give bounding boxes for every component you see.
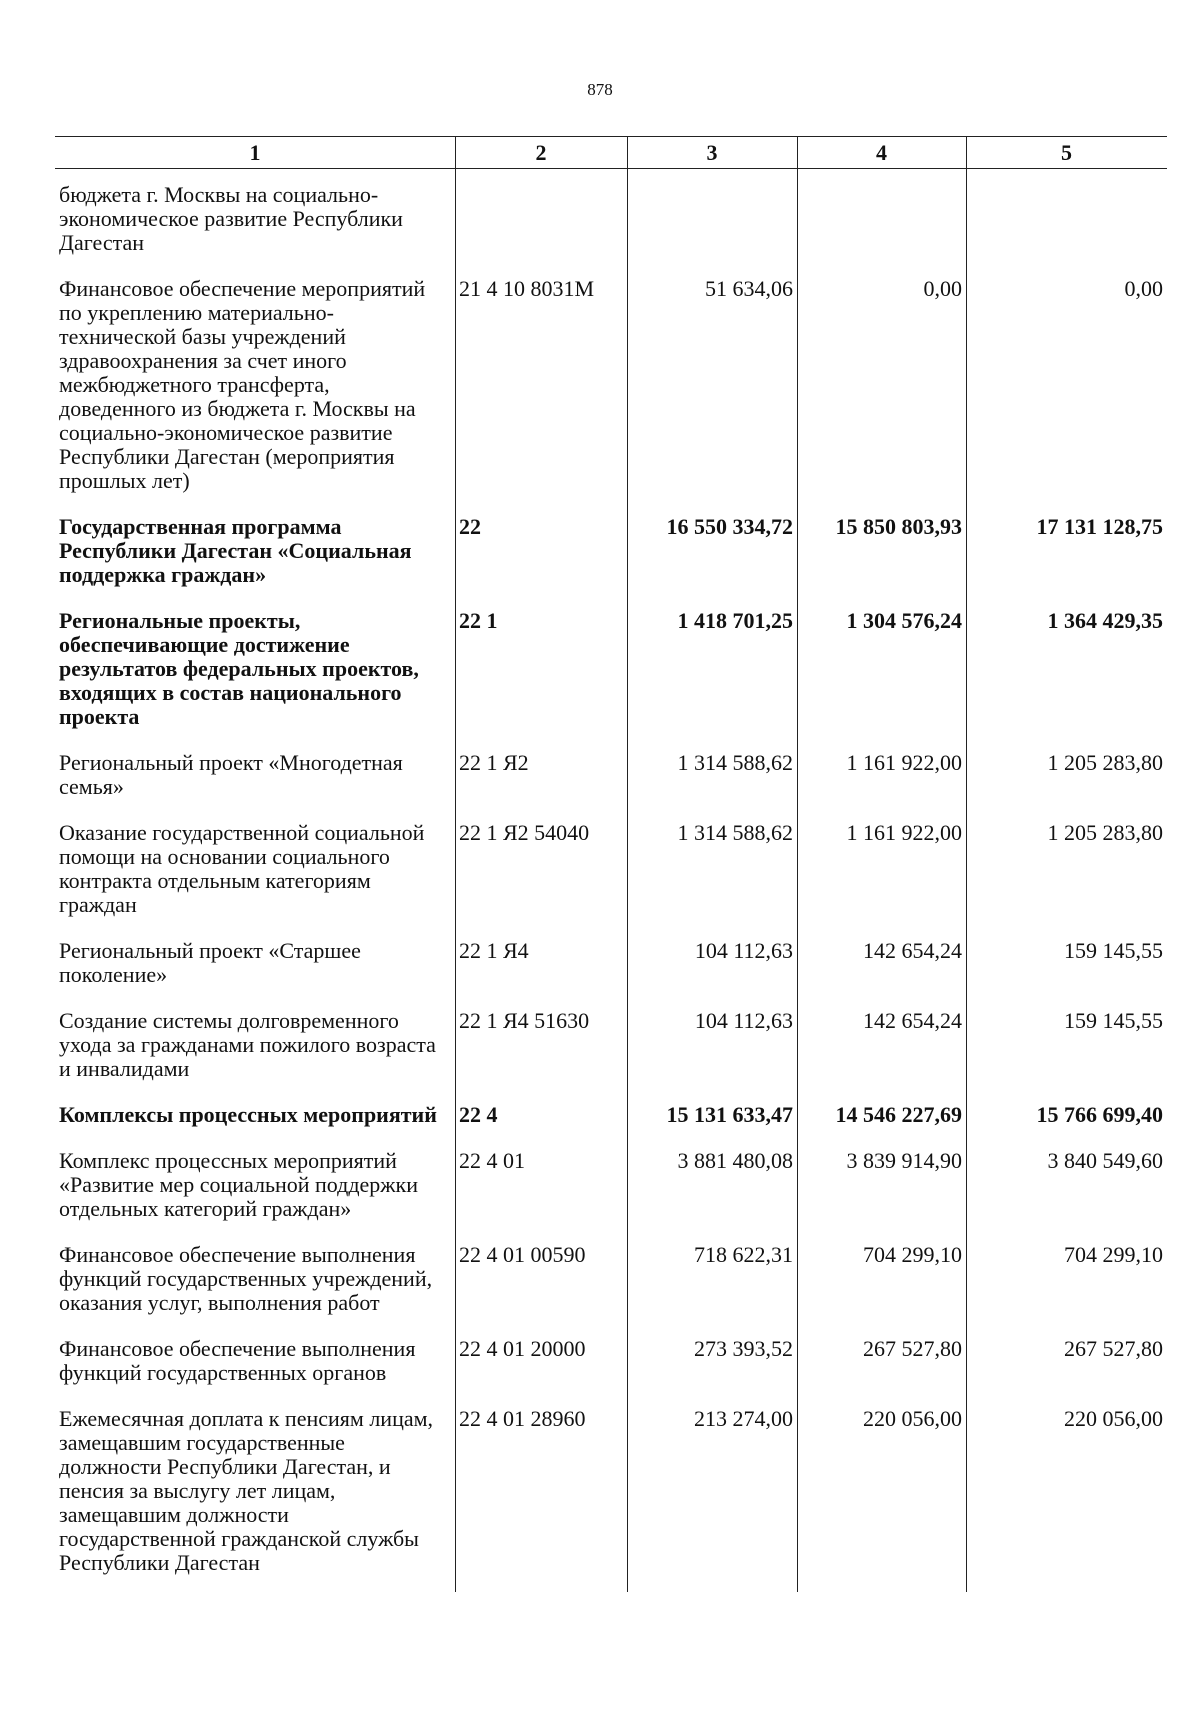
row-code-cell: 22 1 Я2 bbox=[459, 750, 529, 775]
column-header: 2 bbox=[455, 137, 627, 169]
row-code-cell: 22 4 bbox=[459, 1102, 498, 1127]
row-value-col5-cell: 267 527,80 bbox=[1064, 1336, 1163, 1361]
row-name-cell: Государственная программа Республики Дагестан «Социальная поддержка граждан» bbox=[59, 514, 412, 587]
row-value-col4-cell: 142 654,24 bbox=[863, 1008, 962, 1033]
row-name-cell: Региональный проект «Старшее поколение» bbox=[59, 938, 361, 987]
row-name-cell: Создание системы долговременного ухода за гражданами пожилого возраста и инвалидами bbox=[59, 1008, 436, 1081]
table-row bbox=[55, 515, 1167, 609]
row-value-col5-cell: 704 299,10 bbox=[1064, 1242, 1163, 1267]
budget-table-sheet bbox=[55, 136, 1167, 1592]
table-row bbox=[55, 1103, 1167, 1149]
table-row bbox=[55, 939, 1167, 1009]
row-code-cell: 22 1 Я4 51630 bbox=[459, 1008, 590, 1033]
column-divider bbox=[627, 136, 628, 1592]
row-value-col3-cell: 104 112,63 bbox=[694, 938, 793, 963]
row-value-col5-cell: 15 766 699,40 bbox=[1036, 1102, 1163, 1127]
table-row bbox=[55, 1243, 1167, 1337]
row-name-cell: бюджета г. Москвы на социально-экономическое развитие Республики Дагестан bbox=[59, 182, 403, 255]
table-row bbox=[55, 609, 1167, 751]
table-row bbox=[55, 821, 1167, 939]
table-row bbox=[55, 751, 1167, 821]
row-code-cell: 22 1 Я2 54040 bbox=[459, 820, 590, 845]
column-divider bbox=[966, 136, 967, 1592]
row-value-col5-cell: 1 205 283,80 bbox=[1047, 750, 1163, 775]
table-row bbox=[55, 277, 1167, 515]
row-value-col4-cell: 0,00 bbox=[923, 276, 962, 301]
row-value-col4-cell: 220 056,00 bbox=[863, 1406, 962, 1431]
column-divider bbox=[455, 136, 456, 1592]
row-name-cell: Региональный проект «Многодетная семья» bbox=[59, 750, 403, 799]
row-value-col4-cell bbox=[797, 169, 966, 278]
row-code-cell: 22 1 Я4 bbox=[459, 938, 529, 963]
column-header: 4 bbox=[797, 137, 966, 169]
table-row bbox=[55, 1009, 1167, 1103]
table-row bbox=[55, 1149, 1167, 1243]
row-value-col4-cell: 704 299,10 bbox=[863, 1242, 962, 1267]
row-value-col3-cell: 104 112,63 bbox=[694, 1008, 793, 1033]
row-code-cell: 22 4 01 00590 bbox=[459, 1242, 586, 1267]
row-value-col3-cell: 1 314 588,62 bbox=[677, 820, 793, 845]
row-value-col3-cell: 51 634,06 bbox=[705, 276, 793, 301]
row-value-col5-cell: 159 145,55 bbox=[1064, 938, 1163, 963]
row-code-cell: 22 bbox=[459, 514, 481, 539]
row-value-col5-cell: 1 205 283,80 bbox=[1047, 820, 1163, 845]
row-value-col3-cell: 213 274,00 bbox=[694, 1406, 793, 1431]
row-value-col4-cell: 1 304 576,24 bbox=[846, 608, 962, 633]
table-row bbox=[55, 169, 1167, 278]
row-name-cell: Оказание государственной социальной помощи на основании социального контракта отдельным категориям граждан bbox=[59, 820, 425, 917]
column-divider bbox=[797, 136, 798, 1592]
row-value-col4-cell: 142 654,24 bbox=[863, 938, 962, 963]
column-header: 1 bbox=[55, 137, 455, 169]
row-value-col3-cell: 16 550 334,72 bbox=[666, 514, 793, 539]
table-row bbox=[55, 1337, 1167, 1407]
row-name-cell: Комплекс процессных мероприятий «Развитие мер социальной поддержки отдельных категорий граждан» bbox=[59, 1148, 418, 1221]
row-value-col3-cell: 1 418 701,25 bbox=[677, 608, 793, 633]
row-value-col5-cell: 220 056,00 bbox=[1064, 1406, 1163, 1431]
page-number: 878 bbox=[587, 80, 613, 99]
row-code-cell: 22 4 01 bbox=[459, 1148, 525, 1173]
column-header: 5 bbox=[966, 137, 1167, 169]
row-value-col5-cell: 3 840 549,60 bbox=[1047, 1148, 1163, 1173]
row-name-cell: Финансовое обеспечение мероприятий по укреплению материально-технической базы учреждений здравоохранения за счет иного межбюджетного трансферта, доведенного из бюджета г. Москвы на социально-экономическое развитие Республики Дагестан (мероприятия прошлых лет) bbox=[59, 276, 426, 493]
row-value-col3-cell: 718 622,31 bbox=[694, 1242, 793, 1267]
row-value-col5-cell bbox=[966, 169, 1167, 278]
row-code-cell: 22 4 01 20000 bbox=[459, 1336, 586, 1361]
row-name-cell: Финансовое обеспечение выполнения функций государственных учреждений, оказания услуг, выполнения работ bbox=[59, 1242, 433, 1315]
row-value-col3-cell: 273 393,52 bbox=[694, 1336, 793, 1361]
row-value-col5-cell: 1 364 429,35 bbox=[1047, 608, 1163, 633]
table-row bbox=[55, 1407, 1167, 1597]
row-value-col4-cell: 15 850 803,93 bbox=[835, 514, 962, 539]
row-code-cell: 22 4 01 28960 bbox=[459, 1406, 586, 1431]
row-value-col4-cell: 3 839 914,90 bbox=[846, 1148, 962, 1173]
row-value-col3-cell: 15 131 633,47 bbox=[666, 1102, 793, 1127]
row-code-cell bbox=[455, 169, 627, 278]
column-header: 3 bbox=[627, 137, 797, 169]
row-value-col3-cell bbox=[627, 169, 797, 278]
row-value-col3-cell: 3 881 480,08 bbox=[677, 1148, 793, 1173]
table-header-row bbox=[55, 137, 1167, 169]
row-code-cell: 22 1 bbox=[459, 608, 498, 633]
row-value-col4-cell: 1 161 922,00 bbox=[846, 750, 962, 775]
row-name-cell: Комплексы процессных мероприятий bbox=[59, 1102, 437, 1127]
row-value-col4-cell: 1 161 922,00 bbox=[846, 820, 962, 845]
row-name-cell: Финансовое обеспечение выполнения функций государственных органов bbox=[59, 1336, 416, 1385]
row-value-col4-cell: 14 546 227,69 bbox=[835, 1102, 962, 1127]
budget-table bbox=[55, 136, 1167, 1597]
row-value-col4-cell: 267 527,80 bbox=[863, 1336, 962, 1361]
row-value-col5-cell: 0,00 bbox=[1124, 276, 1163, 301]
row-name-cell: Ежемесячная доплата к пенсиям лицам, замещавшим государственные должности Республики Дагестан, и пенсия за выслугу лет лицам, замещавшим должности государственной гражданской службы Республики Дагестан bbox=[59, 1406, 434, 1575]
row-code-cell: 21 4 10 8031M bbox=[459, 276, 595, 301]
row-value-col3-cell: 1 314 588,62 bbox=[677, 750, 793, 775]
row-value-col5-cell: 17 131 128,75 bbox=[1036, 514, 1163, 539]
row-value-col5-cell: 159 145,55 bbox=[1064, 1008, 1163, 1033]
row-name-cell: Региональные проекты, обеспечивающие достижение результатов федеральных проектов, входящих в состав национального проекта bbox=[59, 608, 419, 729]
